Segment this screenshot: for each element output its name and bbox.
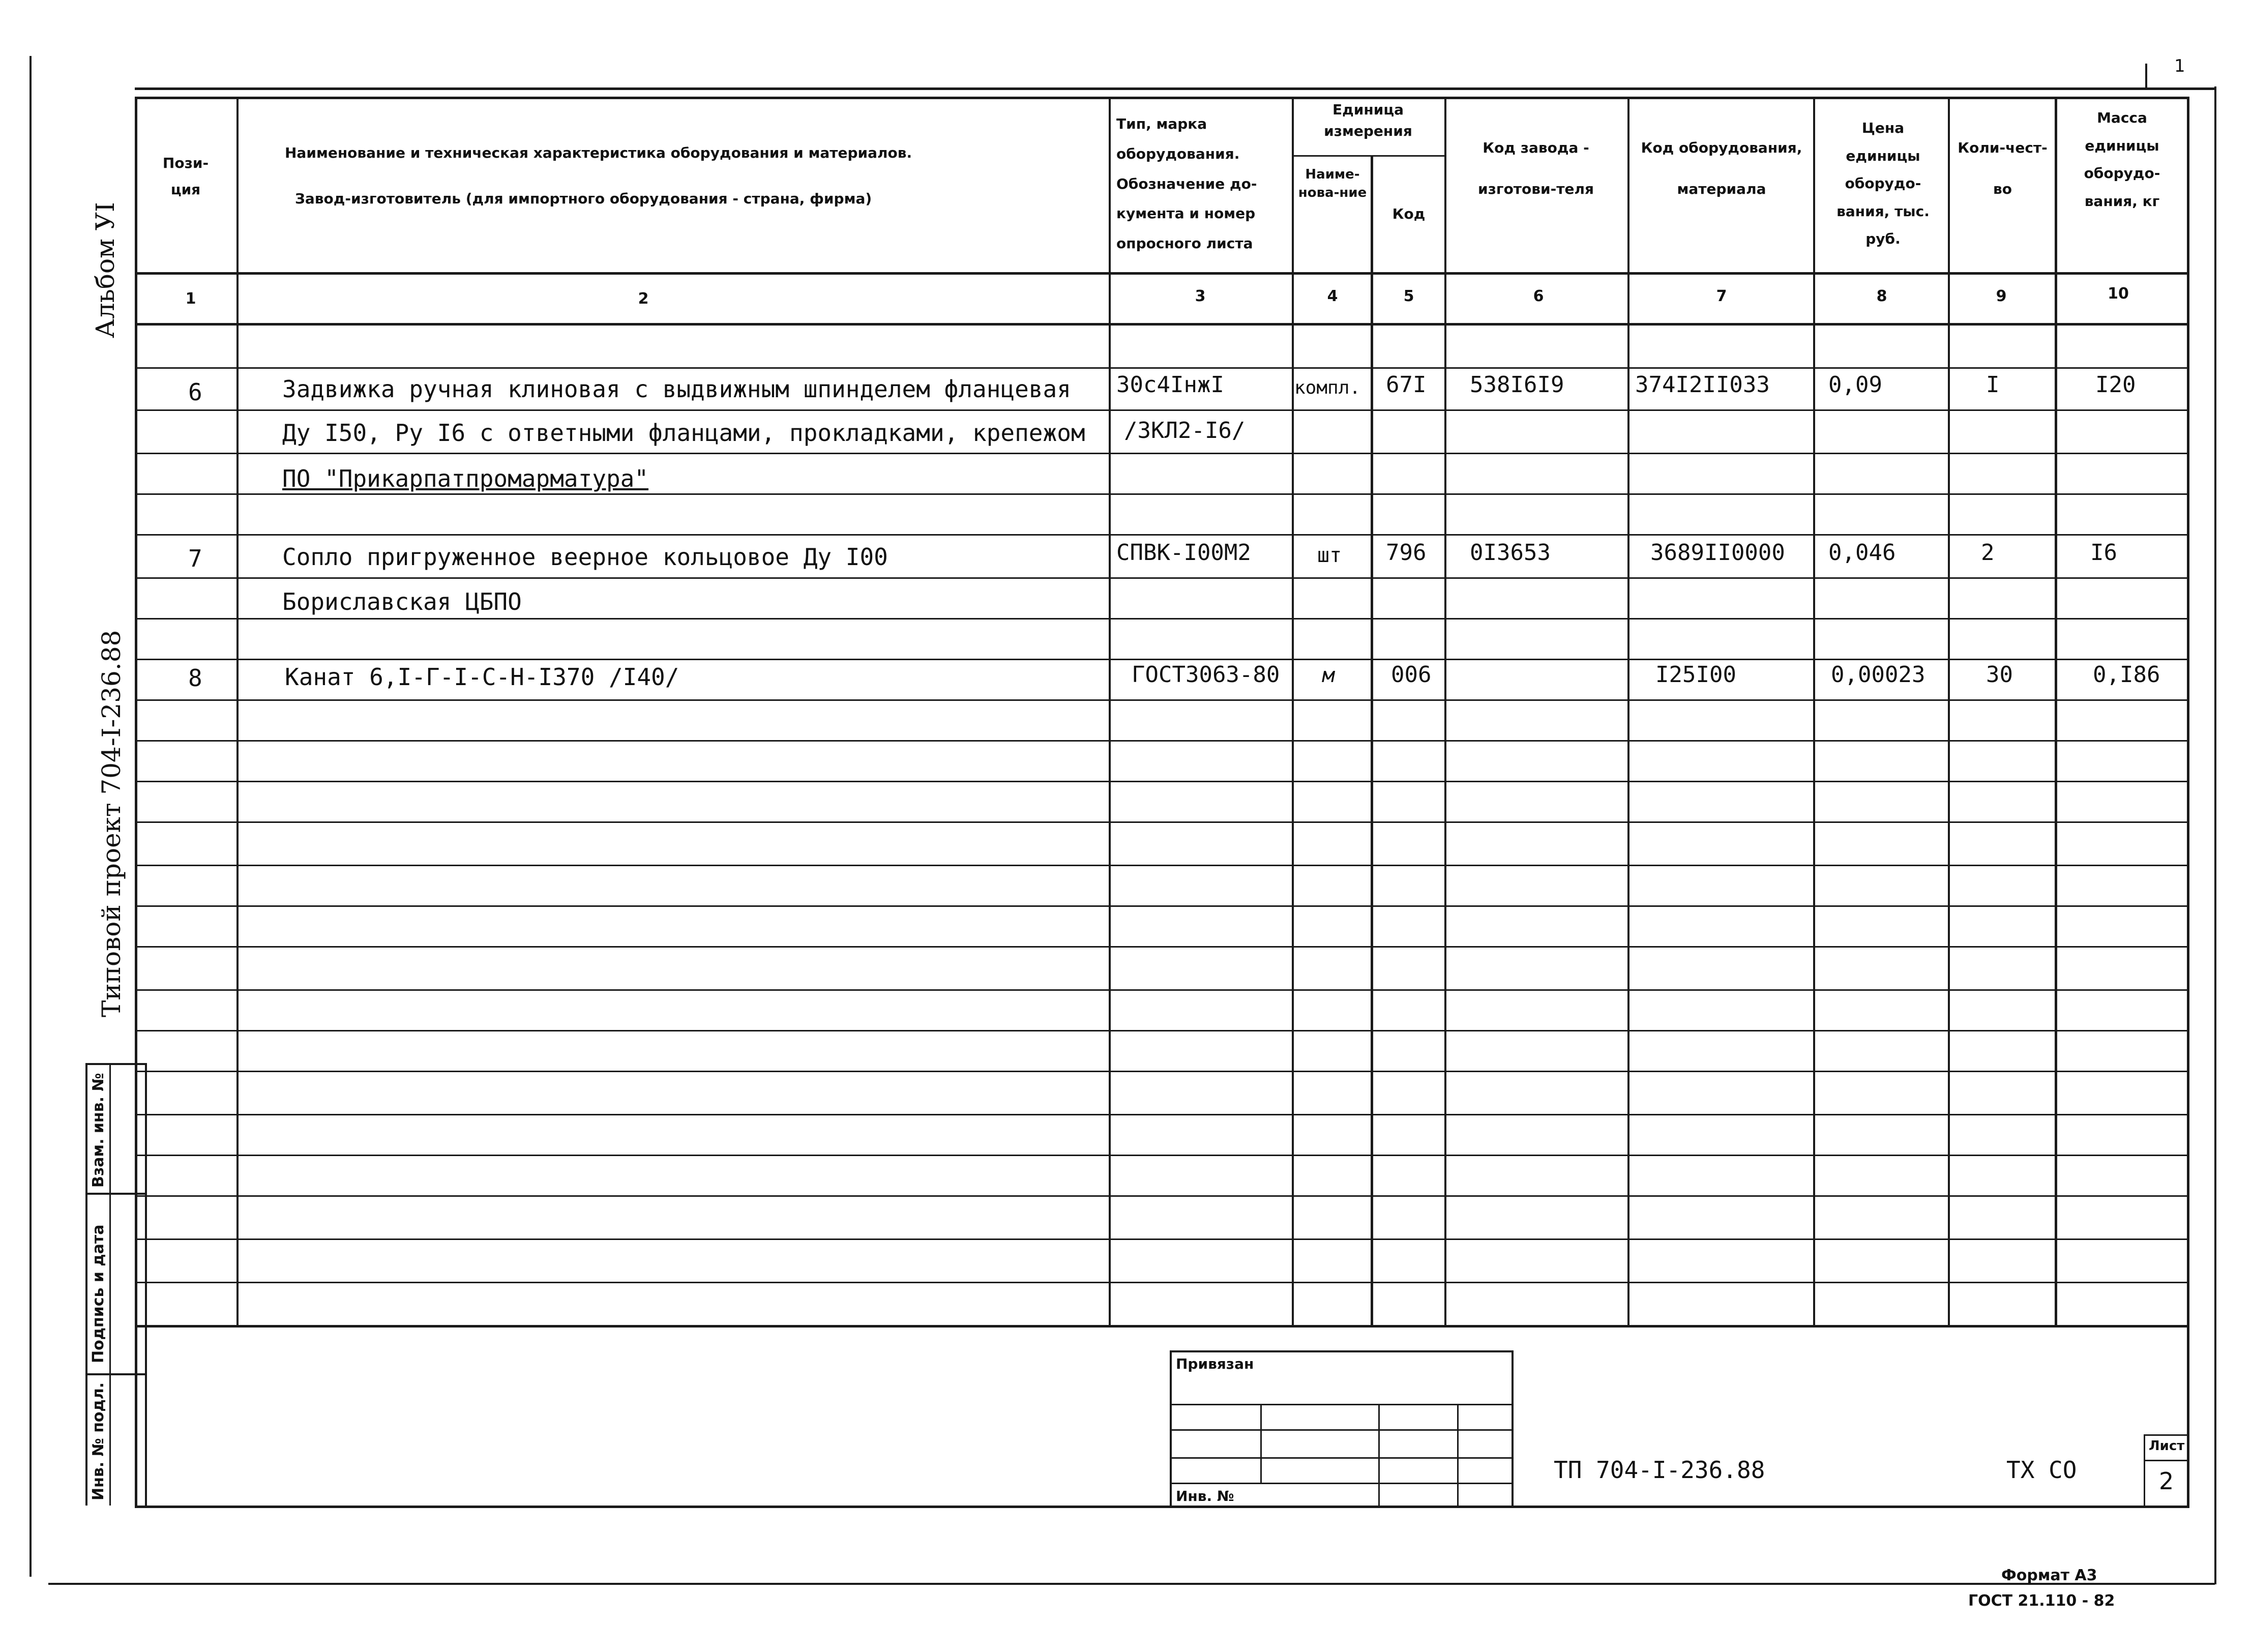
row-line	[135, 781, 2189, 782]
bound-label: Привязан	[1176, 1355, 1254, 1372]
header-qty: Коли-чест-во	[1958, 139, 2048, 198]
row8-position: 8	[188, 664, 202, 692]
row8-price: 0,00023	[1831, 662, 1925, 688]
left-margin-line	[29, 56, 32, 1577]
stamp-strip-right	[145, 1063, 147, 1506]
row7-price: 0,046	[1828, 540, 1896, 566]
col-line-6	[1627, 97, 1629, 1328]
row7-unit-code: 796	[1386, 540, 1427, 566]
header-equip-code: Код оборудования, материала	[1641, 139, 1802, 198]
row7-mass: I6	[2090, 540, 2117, 566]
bound-block-row3	[1170, 1457, 1513, 1459]
stamp-sign-date: Подпись и дата	[90, 1224, 107, 1363]
header-unit-code: Код	[1392, 205, 1426, 222]
col-number-10: 10	[2108, 285, 2129, 303]
bound-block-row1	[1170, 1404, 1513, 1405]
header-unit-name: Наиме-нова-ние	[1298, 167, 1367, 201]
col-number-9: 9	[1996, 287, 2007, 305]
sheet-label: Лист	[2149, 1438, 2185, 1454]
right-margin-line	[2214, 86, 2216, 1584]
titleblock-bottom	[135, 1506, 2189, 1508]
table-left-border	[135, 97, 137, 1506]
col-line-3	[1292, 97, 1294, 1328]
bound-block-col2	[1378, 1404, 1380, 1508]
row8-type-line1: ГОСТ3063-80	[1132, 662, 1280, 688]
row-line	[135, 905, 2189, 907]
stamp-inv-replace: Взам. инв. №	[90, 1073, 107, 1188]
row6-name-line3: ПО "Прикарпатпромарматура"	[282, 465, 649, 492]
row-line	[135, 367, 2189, 369]
row7-maker-code: 0I3653	[1470, 540, 1551, 566]
row8-unit: м	[1322, 664, 1335, 687]
row-line	[135, 1071, 2189, 1072]
corner-tick	[2145, 64, 2147, 89]
section-code: ТХ СО	[2006, 1456, 2077, 1484]
inv-label: Инв. №	[1176, 1488, 1234, 1504]
row6-name-line1: Задвижка ручная клиновая с выдвижным шпинделем фланцевая	[282, 375, 1071, 403]
header-name-line2: Завод-изготовитель (для импортного оборудования - страна, фирма)	[295, 190, 872, 207]
row6-position: 6	[188, 378, 202, 406]
row-line	[135, 740, 2189, 742]
row-line	[135, 1238, 2189, 1240]
unit-group-divider	[1292, 155, 1444, 157]
row-line	[135, 493, 2189, 495]
top-frame-line	[135, 87, 2215, 90]
row6-mass: I20	[2095, 372, 2136, 398]
titleblock-right	[2187, 1325, 2189, 1508]
header-price: Цена единицы оборудо-вания, тыс. руб.	[1836, 120, 1930, 248]
row6-unit: компл.	[1294, 377, 1361, 398]
row-line	[135, 409, 2189, 411]
stamp-divider-2	[85, 1373, 146, 1375]
gost-label: ГОСТ 21.110 - 82	[1968, 1592, 2115, 1610]
stamp-strip-outer	[85, 1063, 87, 1506]
bottom-margin-line	[48, 1583, 2215, 1585]
row7-unit: шт	[1317, 544, 1342, 567]
row7-name-line1: Сопло пригруженное веерное кольцовое Ду I00	[282, 543, 888, 571]
header-name-line1: Наименование и техническая характеристика оборудования и материалов.	[285, 144, 912, 161]
sheet-box-divider	[2144, 1460, 2189, 1461]
row-line	[135, 699, 2189, 701]
row7-equip-code: 3689II0000	[1650, 540, 1785, 566]
col-number-4: 4	[1327, 287, 1338, 305]
row8-qty: 30	[1986, 662, 2013, 688]
stamp-divider-1	[85, 1193, 146, 1195]
col-line-9	[2055, 97, 2057, 1328]
col-number-1: 1	[185, 290, 196, 308]
stamp-strip-top	[85, 1063, 146, 1065]
project-label: Типовой проект 704-I-236.88	[97, 630, 126, 1017]
doc-code: ТП 704-I-236.88	[1554, 1456, 1765, 1484]
row-line	[135, 1030, 2189, 1031]
stamp-strip-inner	[109, 1063, 111, 1506]
row6-qty: I	[1986, 372, 2000, 398]
row-line	[135, 989, 2189, 991]
bound-block-col3	[1457, 1404, 1459, 1508]
col-number-6: 6	[1533, 287, 1544, 305]
col-line-2	[1109, 97, 1111, 1328]
row8-equip-code: I25I00	[1655, 662, 1736, 688]
row-line	[135, 821, 2189, 823]
row-line	[135, 659, 2189, 660]
format-label: Формат А3	[2001, 1567, 2097, 1584]
row-line	[135, 865, 2189, 866]
bound-block-col1	[1260, 1404, 1262, 1483]
bound-block-row2	[1170, 1429, 1513, 1431]
stamp-inv-orig: Инв. № подл.	[90, 1382, 107, 1500]
row7-name-line2: Бориславская ЦБПО	[282, 588, 522, 615]
header-maker-code: Код завода - изготови-теля	[1478, 139, 1594, 198]
header-bottom-border	[135, 272, 2189, 275]
col-number-8: 8	[1876, 287, 1887, 305]
album-label: Альбом УI	[91, 202, 120, 338]
col-number-7: 7	[1716, 287, 1727, 305]
bound-block-top	[1170, 1350, 1513, 1352]
row8-name-line1: Канат 6,I-Г-I-С-Н-I370 /I40/	[285, 663, 679, 691]
row-line	[135, 618, 2189, 620]
row7-type-line1: СПВК-I00М2	[1116, 540, 1251, 566]
col-line-8	[1948, 97, 1950, 1328]
header-top-border	[135, 97, 2189, 99]
row6-price: 0,09	[1828, 372, 1882, 398]
col-number-3: 3	[1195, 287, 1206, 305]
row-line	[135, 1114, 2189, 1115]
sheet-box-left	[2144, 1434, 2145, 1508]
row6-maker-code: 538I6I9	[1470, 372, 1564, 398]
header-position: Пози-ция	[162, 155, 209, 198]
header-type: Тип, марка оборудования. Обозначение до-кумента и номер опросного листа	[1116, 115, 1257, 252]
sheet-number: 2	[2159, 1467, 2174, 1495]
row6-type-line2: /3КЛ2-I6/	[1124, 418, 1246, 444]
row-line	[135, 1195, 2189, 1197]
header-unit-group: Единица измерения	[1324, 101, 1412, 139]
col-number-2: 2	[638, 290, 649, 308]
colnum-bottom-border	[135, 323, 2189, 326]
col-line-5	[1444, 97, 1446, 1328]
row-line	[135, 1155, 2189, 1156]
row8-unit-code: 006	[1391, 662, 1432, 688]
row8-mass: 0,I86	[2093, 662, 2160, 688]
bound-block-row4	[1170, 1483, 1513, 1484]
table-right-border	[2187, 97, 2189, 1506]
row-line	[135, 577, 2189, 579]
col-number-5: 5	[1403, 287, 1414, 305]
row-line	[135, 1282, 2189, 1283]
row6-type-line1: 30с4IнжI	[1116, 372, 1224, 398]
row6-equip-code: 374I2II033	[1635, 372, 1770, 398]
row7-qty: 2	[1981, 540, 1995, 566]
sheet-box-top	[2144, 1434, 2189, 1436]
row6-name-line2: Ду I50, Ру I6 с ответными фланцами, прокладками, крепежом	[282, 419, 1085, 447]
col-line-7	[1813, 97, 1815, 1328]
row7-position: 7	[188, 545, 202, 572]
row6-unit-code: 67I	[1386, 372, 1427, 398]
row-line	[135, 534, 2189, 536]
row-line	[135, 453, 2189, 454]
row-line	[135, 946, 2189, 948]
corner-mark: 1	[2174, 56, 2185, 76]
col-line-1	[236, 97, 239, 1328]
table-body-bottom	[135, 1325, 2189, 1328]
header-mass: Масса единицы оборудо-вания, кг	[2084, 109, 2160, 210]
